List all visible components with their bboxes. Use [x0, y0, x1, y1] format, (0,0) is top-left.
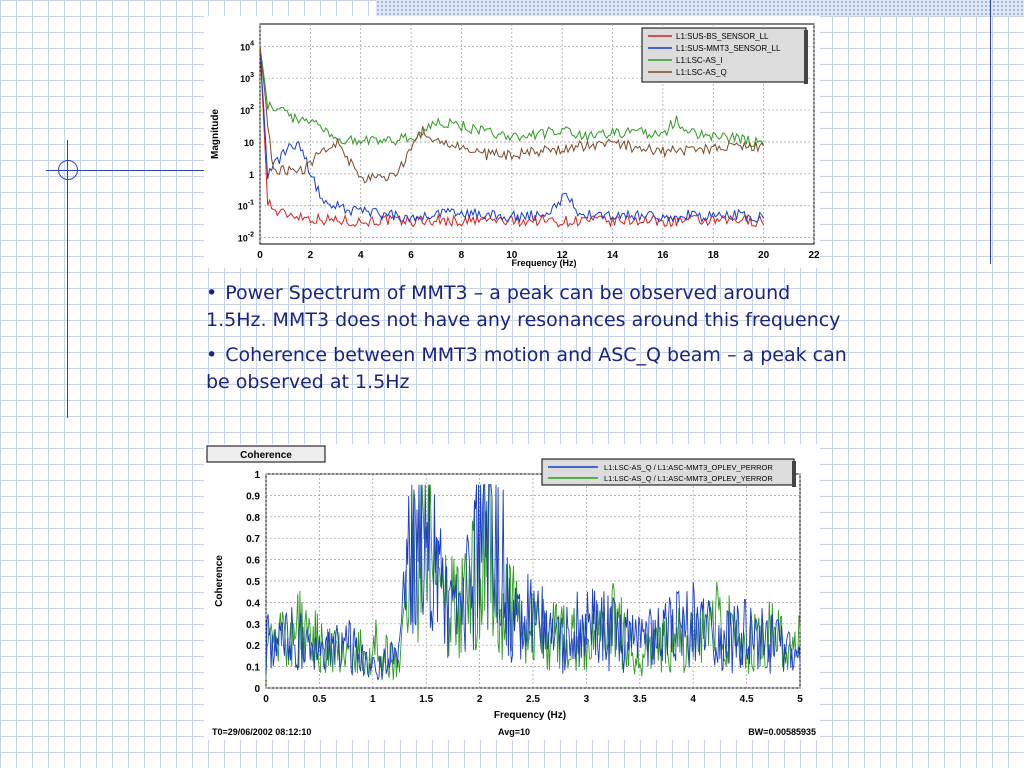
bullet-dot: •	[206, 344, 218, 366]
y-tick-label: 0.9	[246, 491, 260, 503]
coherence-chart	[204, 444, 820, 740]
slide-decor-vertical-line	[67, 140, 68, 418]
y-tick-label: 0	[254, 684, 260, 695]
x-axis-label: Frequency (Hz)	[511, 258, 577, 268]
chart-title: Coherence	[240, 450, 292, 461]
power-spectrum-chart	[204, 16, 820, 268]
slide-decor-right-line	[990, 0, 991, 264]
y-tick-label: 0.2	[246, 641, 260, 653]
slide-decor-circle	[58, 160, 78, 180]
footer-bandwidth: BW=0.00585935	[748, 727, 816, 737]
x-tick-label: 1.5	[419, 694, 434, 705]
x-tick-label: 0	[263, 694, 269, 705]
y-tick-label: 0.8	[246, 512, 260, 524]
x-tick-label: 0.5	[312, 694, 327, 705]
x-tick-label: 0	[257, 250, 263, 261]
legend	[642, 28, 808, 84]
x-tick-label: 20	[758, 250, 770, 261]
legend-label: L1:SUS-BS_SENSOR_LL	[676, 32, 769, 41]
x-tick-label: 3	[583, 694, 590, 705]
y-tick-label: 0.4	[246, 598, 260, 610]
legend-shadow	[804, 30, 808, 84]
legend-shadow	[792, 461, 796, 487]
x-tick-label: 10	[506, 250, 518, 261]
x-tick-label: 2.5	[526, 694, 540, 705]
bullet-dot: •	[206, 282, 218, 304]
x-tick-label: 2	[307, 250, 314, 261]
x-tick-label: 8	[458, 250, 465, 261]
x-tick-label: 4.5	[739, 694, 754, 705]
y-tick-label: $10^{-1}$	[237, 199, 254, 212]
coherence-figure	[204, 444, 820, 740]
legend-label: L1:LSC-AS_Q / L1:ASC-MMT3_OPLEV_YERROR	[604, 474, 773, 483]
x-tick-label: 22	[808, 250, 820, 261]
x-tick-label: 4	[357, 250, 364, 261]
footer-timestamp: T0=29/06/2002 08:12:10	[212, 727, 312, 737]
y-tick-label: 1	[254, 470, 260, 481]
legend	[542, 459, 796, 487]
y-tick-label: 0.5	[246, 577, 260, 588]
x-tick-label: 16	[657, 250, 669, 261]
x-tick-label: 12	[556, 250, 568, 261]
x-tick-label: 3.5	[632, 694, 647, 705]
y-tick-label: $10^3$	[240, 72, 254, 85]
x-axis-label: Frequency (Hz)	[493, 710, 567, 721]
bullet-list	[206, 280, 856, 404]
legend-label: L1:LSC-AS_Q / L1:ASC-MMT3_OPLEV_PERROR	[604, 463, 773, 472]
y-tick-label: 0.7	[246, 534, 260, 546]
y-axis-label: Magnitude	[210, 109, 221, 159]
x-tick-label: 4	[690, 694, 696, 705]
y-tick-label: $10^{-2}$	[237, 231, 254, 244]
legend-label: L1:LSC-AS_I	[676, 56, 723, 65]
bullet-text: Coherence between MMT3 motion and ASC_Q beam – a peak can be observed at 1.5Hz	[206, 344, 847, 393]
x-tick-label: 1	[370, 694, 376, 705]
bullet-text: Power Spectrum of MMT3 – a peak can be observed around 1.5Hz. MMT3 does not have any resonances around this frequency	[206, 282, 841, 331]
y-tick-label: 0.3	[246, 619, 260, 631]
y-tick-label: 0.1	[246, 662, 260, 674]
legend-label: L1:LSC-AS_Q	[676, 68, 727, 77]
x-tick-label: 5	[797, 694, 803, 705]
y-axis-label: Coherence	[214, 555, 225, 607]
x-tick-label: 18	[707, 250, 719, 261]
y-tick-label: 10	[243, 137, 254, 148]
footer-averages: Avg=10	[498, 727, 530, 737]
y-tick-label: 0.6	[246, 555, 260, 567]
x-tick-label: 2	[476, 694, 483, 705]
y-tick-label: $10^2$	[240, 104, 254, 117]
y-tick-label: 1	[248, 169, 254, 180]
y-tick-label: $10^4$	[240, 40, 254, 53]
bullet-item	[206, 342, 856, 396]
header-dotted-band	[376, 0, 1024, 16]
legend-label: L1:SUS-MMT3_SENSOR_LL	[676, 44, 781, 53]
bullet-item	[206, 280, 856, 334]
power-spectrum-figure	[204, 16, 820, 268]
x-tick-label: 6	[408, 250, 414, 261]
x-tick-label: 14	[606, 250, 619, 261]
